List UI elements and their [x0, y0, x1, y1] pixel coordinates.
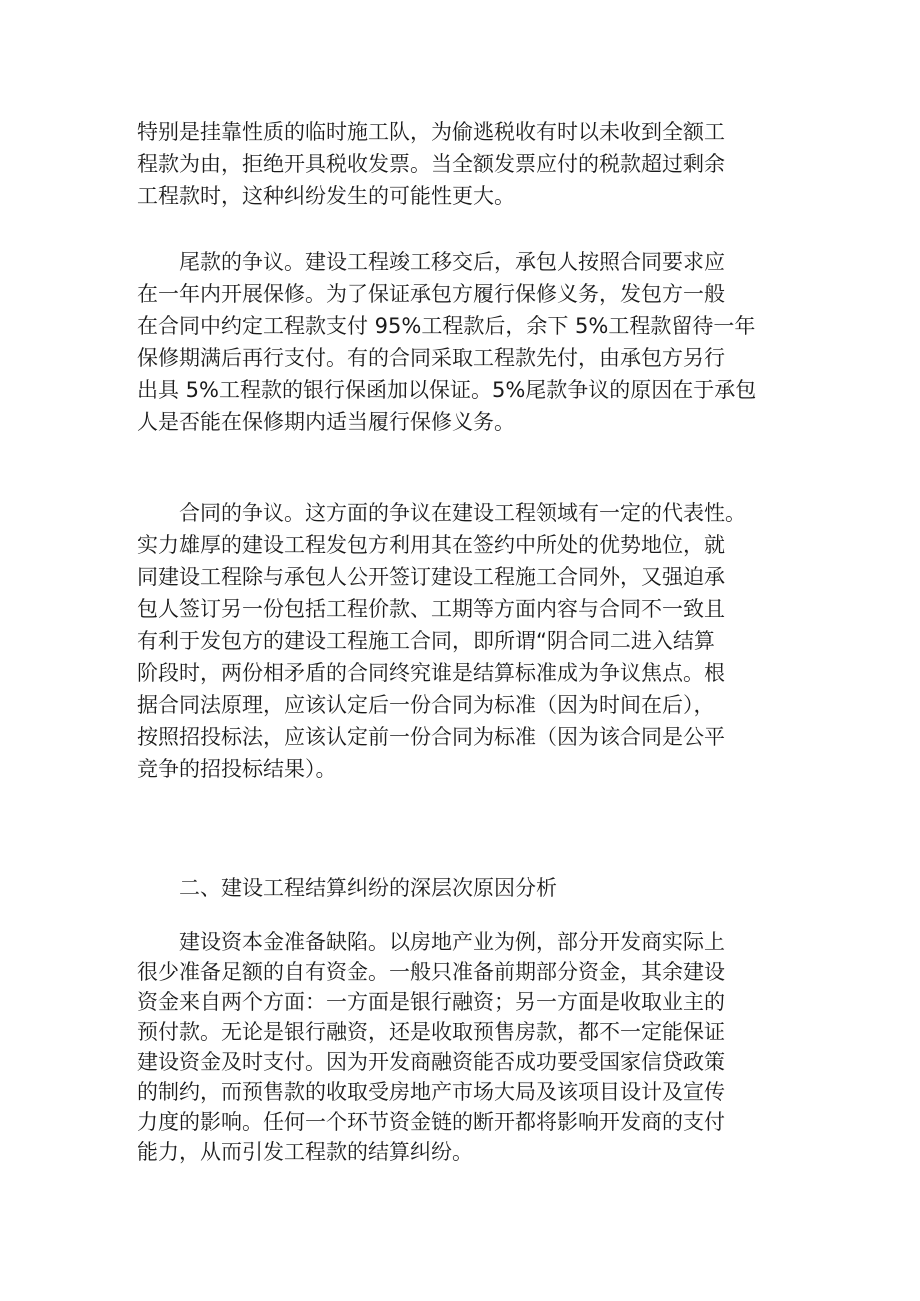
text-line: 预付款。无论是银行融资，还是收取预售房款，都不一定能保证: [137, 1020, 725, 1044]
text-line: 按照招投标法，应该认定前一份合同为标准（因为该合同是公平: [137, 725, 725, 749]
text-line: 在合同中约定工程款支付 95%工程款后，余下 5%工程款留待一年: [137, 314, 756, 338]
text-line: 程款为由，拒绝开具税收发票。当全额发票应付的税款超过剩余: [137, 152, 725, 176]
text-line: 包人签订另一份包括工程价款、工期等方面内容与合同不一致且: [137, 597, 725, 621]
paragraph-tax-invoice: [137, 116, 797, 212]
text-line: 同建设工程除与承包人公开签订建设工程施工合同外，又强迫承: [137, 565, 725, 589]
text-line: 出具 5%工程款的银行保函加以保证。5%尾款争议的原因在于承包: [137, 378, 757, 402]
text-line: 阶段时，两份相矛盾的合同终究谁是结算标准成为争议焦点。根: [137, 661, 725, 685]
text-line: 合同的争议。这方面的争议在建设工程领域有一定的代表性。: [137, 501, 746, 525]
text-line: 保修期满后再行支付。有的合同采取工程款先付，由承包方另行: [137, 346, 725, 370]
text-line: 特别是挂靠性质的临时施工队，为偷逃税收有时以未收到全额工: [137, 120, 725, 144]
text-line: 建设资本金准备缺陷。以房地产业为例，部分开发商实际上: [137, 930, 725, 954]
text-line: 在一年内开展保修。为了保证承包方履行保修义务，发包方一般: [137, 282, 725, 306]
text-line: 人是否能在保修期内适当履行保修义务。: [137, 410, 515, 434]
paragraph-capital-defects: [137, 927, 797, 1167]
text-line: 能力，从而引发工程款的结算纠纷。: [137, 1140, 473, 1164]
text-line: 很少准备足额的自有资金。一般只准备前期部分资金，其余建设: [137, 960, 725, 984]
text-line: 的制约，而预售款的收取受房地产市场大局及该项目设计及宣传: [137, 1080, 725, 1104]
text-line: 资金来自两个方面：一方面是银行融资；另一方面是收取业主的: [137, 990, 725, 1014]
text-line: 据合同法原理，应该认定后一份合同为标准（因为时间在后），: [137, 693, 715, 717]
text-line: 建设资金及时支付。因为开发商融资能否成功要受国家信贷政策: [137, 1050, 725, 1074]
text-line: 力度的影响。任何一个环节资金链的断开都将影响开发商的支付: [137, 1110, 725, 1134]
text-line: 尾款的争议。建设工程竣工移交后，承包人按照合同要求应: [137, 250, 725, 274]
text-line: 竞争的招投标结果）。: [137, 757, 337, 781]
text-line: 有利于发包方的建设工程施工合同，即所谓“阴合同二进入结算: [137, 629, 715, 653]
paragraph-contract-dispute: [137, 497, 797, 785]
paragraph-retention-dispute: [137, 246, 797, 438]
text-line: 工程款时，这种纠纷发生的可能性更大。: [137, 184, 515, 208]
section-heading: [137, 872, 797, 904]
heading-line: 二、建设工程结算纠纷的深层次原因分析: [137, 876, 557, 900]
text-line: 实力雄厚的建设工程发包方利用其在签约中所处的优势地位，就: [137, 533, 725, 557]
